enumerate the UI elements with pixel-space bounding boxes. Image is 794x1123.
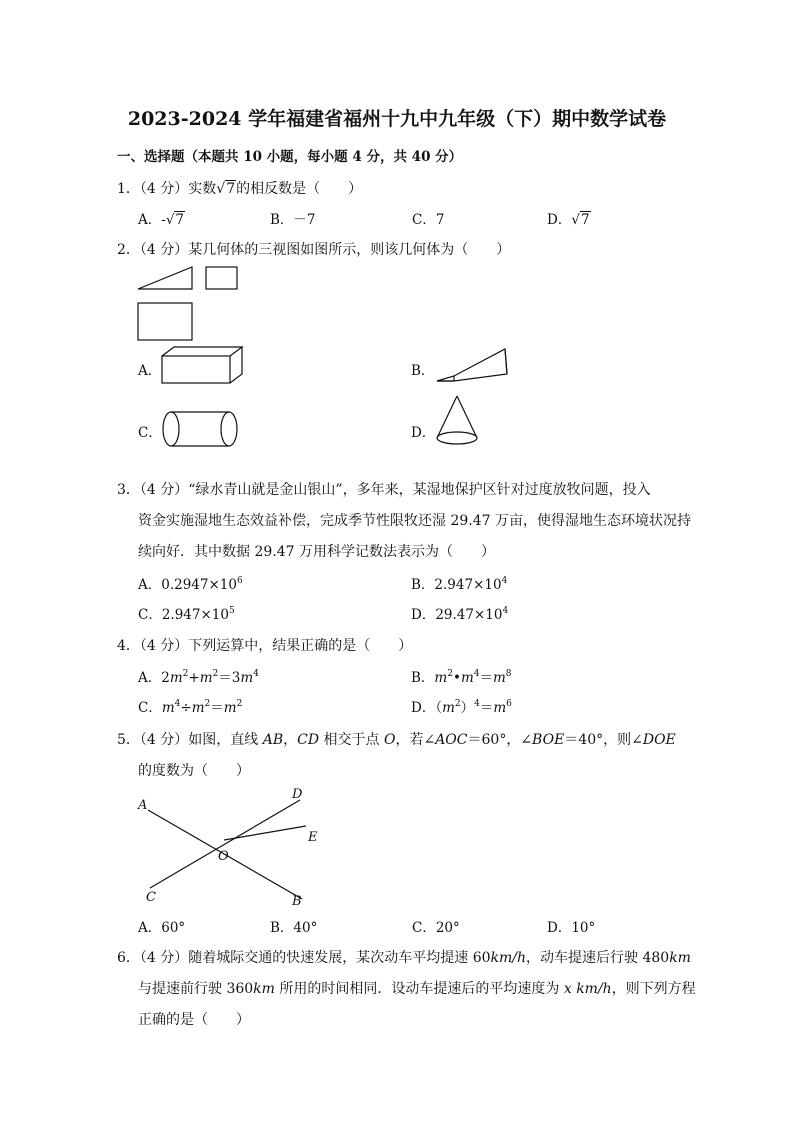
label-e: E <box>308 830 318 845</box>
q5-option-c: C．20° <box>412 920 460 936</box>
q5-option-d: D．10° <box>547 920 596 936</box>
cylinder-figure <box>160 409 240 449</box>
q2-option-d: D． <box>411 425 436 441</box>
q4-option-c: C．$m^4\div m^2=m^2$ <box>138 699 243 716</box>
q3-option-d: D．$29.47\times 10^4$ <box>411 606 509 623</box>
question-4: 4．（4 分）下列运算中，结果正确的是（ ） <box>117 638 413 654</box>
question-6-line-1: 6．（4 分）随着城际交通的快速发展，某次动车平均提速 60km/h，动车提速后行驶 480km <box>117 950 691 966</box>
wedge-figure <box>434 346 512 384</box>
q2-option-b: B． <box>411 363 435 379</box>
q2-option-c: C． <box>138 425 162 441</box>
ray-oe <box>224 826 306 840</box>
question-3-line-1: 3．（4 分）“绿水青山就是金山银山”，多年来，某湿地保护区针对过度放牧问题，投入 <box>117 482 651 498</box>
label-b: B <box>292 894 302 906</box>
q1-option-b: B．－7 <box>270 212 316 228</box>
q5-option-a: A．60° <box>138 920 186 936</box>
q1-option-a: A．-√7 <box>138 212 185 228</box>
q3-option-c: C．$2.947\times 10^5$ <box>138 606 235 623</box>
label-c: C <box>146 890 156 905</box>
question-6-line-3: 正确的是（ ） <box>138 1012 250 1028</box>
question-6-line-2: 与提速前行驶 360km 所用的时间相同．设动车提速后的平均速度为 x km/h，则下列方程 <box>138 981 696 997</box>
label-a: A <box>138 798 148 813</box>
question-1: 1．（4 分）实数√7的相反数是（ ） <box>117 181 363 197</box>
page-title: 2023-2024 学年福建省福州十九中九年级（下）期中数学试卷 <box>127 108 667 130</box>
three-views-figure <box>136 264 246 344</box>
label-d: D <box>292 787 303 802</box>
cuboid-figure <box>160 344 246 386</box>
q3-option-a: A．$0.2947\times 10^6$ <box>138 576 243 593</box>
q1-option-c: C．7 <box>412 212 445 228</box>
q4-option-a: A．$2m^2+m^2=3m^4$ <box>138 669 259 686</box>
side-view-triangle <box>138 267 192 289</box>
question-3-line-3: 续向好．其中数据 29.47 万用科学记数法表示为（ ） <box>138 544 495 560</box>
top-view-square <box>206 267 237 289</box>
question-5-line-2: 的度数为（ ） <box>138 763 250 779</box>
label-o: O <box>218 849 229 864</box>
q1-option-d: D．√7 <box>547 212 590 228</box>
q5-option-b: B．40° <box>270 920 318 936</box>
q3-option-b: B．$2.947\times 10^4$ <box>411 576 508 593</box>
cone-figure <box>434 394 480 446</box>
question-2: 2．（4 分）某几何体的三视图如图所示，则该几何体为（ ） <box>117 242 511 258</box>
line-cd <box>150 800 300 888</box>
q2-option-a: A． <box>138 363 162 379</box>
front-view-rectangle <box>138 303 192 340</box>
question-5-line-1: 5．（4 分）如图，直线 AB，CD 相交于点 O，若∠AOC＝60°，∠BOE＝40°，则∠DOE <box>117 732 676 748</box>
sqrt-symbol: √7 <box>216 181 236 197</box>
question-3-line-2: 资金实施湿地生态效益补偿，完成季节性限牧还湿 29.47 万亩，使得湿地生态环境状况持 <box>138 513 691 529</box>
q4-option-d: D．$(m^2)^4=m^6$ <box>411 699 512 716</box>
q4-option-b: B．$m^2•m^4=m^8$ <box>411 669 512 686</box>
section-heading: 一、选择题（本题共 10 小题，每小题 4 分，共 40 分） <box>117 149 463 165</box>
intersecting-lines-figure <box>134 784 324 906</box>
